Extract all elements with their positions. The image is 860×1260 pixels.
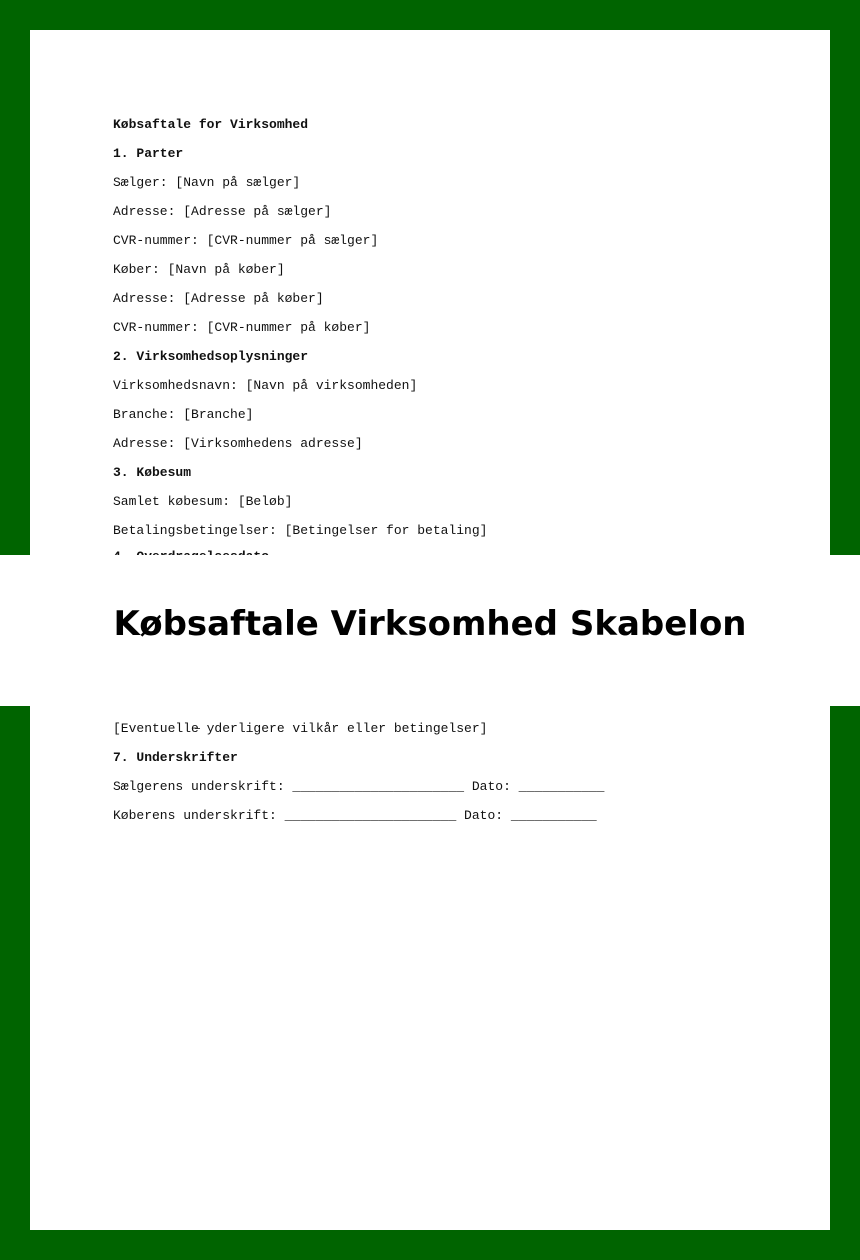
- seller-name-line: Sælger: [Navn på sælger]: [113, 175, 301, 190]
- buyer-cvr-line: CVR-nummer: [CVR-nummer på køber]: [113, 320, 371, 335]
- section-heading-company-info: 2. Virksomhedsoplysninger: [113, 349, 309, 364]
- banner-title: Købsaftale Virksomhed Skabelon: [113, 603, 747, 644]
- total-price-line: Samlet købesum: [Beløb]: [113, 494, 293, 509]
- document-bottom-section: [113, 720, 813, 836]
- company-name-line: Virksomhedsnavn: [Navn på virksomheden]: [113, 378, 418, 393]
- payment-terms-line: Betalingsbetingelser: [Betingelser for betaling]: [113, 523, 488, 538]
- buyer-signature-line: Køberens underskrift: ______________________ Dato: ___________: [113, 808, 597, 823]
- company-address-line: Adresse: [Virksomhedens adresse]: [113, 436, 363, 451]
- additional-terms-line: [Eventuelle yderligere vilkår eller betingelser]: [113, 721, 488, 736]
- section-heading-purchase-price: 3. Købesum: [113, 465, 192, 480]
- document-top-section: [113, 116, 813, 551]
- title-banner: [0, 555, 860, 706]
- seller-cvr-line: CVR-nummer: [CVR-nummer på sælger]: [113, 233, 379, 248]
- section-heading-parties: 1. Parter: [113, 146, 184, 161]
- section-heading-signatures: 7. Underskrifter: [113, 750, 238, 765]
- seller-address-line: Adresse: [Adresse på sælger]: [113, 204, 332, 219]
- buyer-address-line: Adresse: [Adresse på køber]: [113, 291, 324, 306]
- buyer-name-line: Køber: [Navn på køber]: [113, 262, 285, 277]
- industry-line: Branche: [Branche]: [113, 407, 254, 422]
- seller-signature-line: Sælgerens underskrift: ______________________ Dato: ___________: [113, 779, 605, 794]
- document-title: Købsaftale for Virksomhed: [113, 117, 309, 132]
